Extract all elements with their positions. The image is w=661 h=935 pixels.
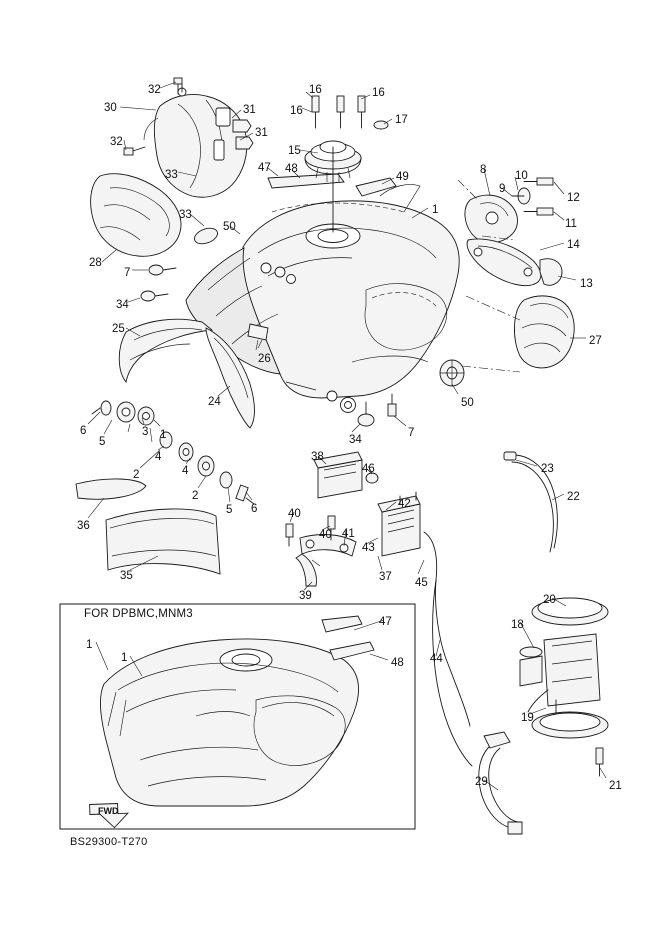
callout-27: 27 [589,335,602,347]
callout-24: 24 [208,396,221,408]
callout-47: 47 [258,162,271,174]
callout-3: 3 [142,426,149,438]
callout-1: 1 [432,204,439,216]
callout-28: 28 [89,257,102,269]
callout-25: 25 [112,323,125,335]
callout-23: 23 [541,463,554,475]
callout-26: 26 [258,353,271,365]
callout-4: 4 [182,465,189,477]
callout-16: 16 [290,105,303,117]
callout-50: 50 [223,221,236,233]
callout-45: 45 [415,577,428,589]
callout-44: 44 [430,653,443,665]
callout-16: 16 [309,84,322,96]
callout-48: 48 [391,657,404,669]
callout-18: 18 [511,619,524,631]
callout-10: 10 [515,170,528,182]
callout-16: 16 [372,87,385,99]
callout-12: 12 [567,192,580,204]
callout-32: 32 [148,84,161,96]
inset-title: FOR DPBMC,MNM3 [84,608,193,620]
fwd-marker-label: FWD [98,806,119,816]
callout-17: 17 [395,114,408,126]
callout-34: 34 [349,434,362,446]
callout-7: 7 [124,267,131,279]
callout-32: 32 [110,136,123,148]
callout-4: 4 [155,451,162,463]
callout-41: 41 [342,528,355,540]
callout-35: 35 [120,570,133,582]
callout-40: 40 [319,529,332,541]
callout-19: 19 [521,712,534,724]
callout-29: 29 [475,776,488,788]
callout-31: 31 [243,104,256,116]
callout-42: 42 [398,498,411,510]
callout-30: 30 [104,102,117,114]
callout-13: 13 [580,278,593,290]
drawing-code: BS29300-T270 [70,836,148,848]
callout-48: 48 [285,163,298,175]
callout-1: 1 [160,429,167,441]
callout-47: 47 [379,616,392,628]
callout-49: 49 [396,171,409,183]
callout-6: 6 [251,503,258,515]
callout-9: 9 [499,183,506,195]
callout-37: 37 [379,571,392,583]
callout-7: 7 [408,427,415,439]
callout-5: 5 [226,504,233,516]
callout-21: 21 [609,780,622,792]
callout-36: 36 [77,520,90,532]
callout-15: 15 [288,145,301,157]
callout-33: 33 [179,209,192,221]
callout-34: 34 [116,299,129,311]
callout-1: 1 [86,639,93,651]
callout-33: 33 [165,169,178,181]
callout-2: 2 [192,490,199,502]
callout-40: 40 [288,508,301,520]
callout-20: 20 [543,594,556,606]
callout-8: 8 [480,164,487,176]
callout-39: 39 [299,590,312,602]
callout-2: 2 [133,469,140,481]
callout-46: 46 [362,463,375,475]
callout-5: 5 [99,436,106,448]
callout-11: 11 [565,218,577,230]
callout-31: 31 [255,127,268,139]
callout-22: 22 [567,491,580,503]
callout-14: 14 [567,239,580,251]
callout-43: 43 [362,542,375,554]
callout-1: 1 [121,652,128,664]
callout-50: 50 [461,397,474,409]
callout-38: 38 [311,451,324,463]
callout-6: 6 [80,425,87,437]
